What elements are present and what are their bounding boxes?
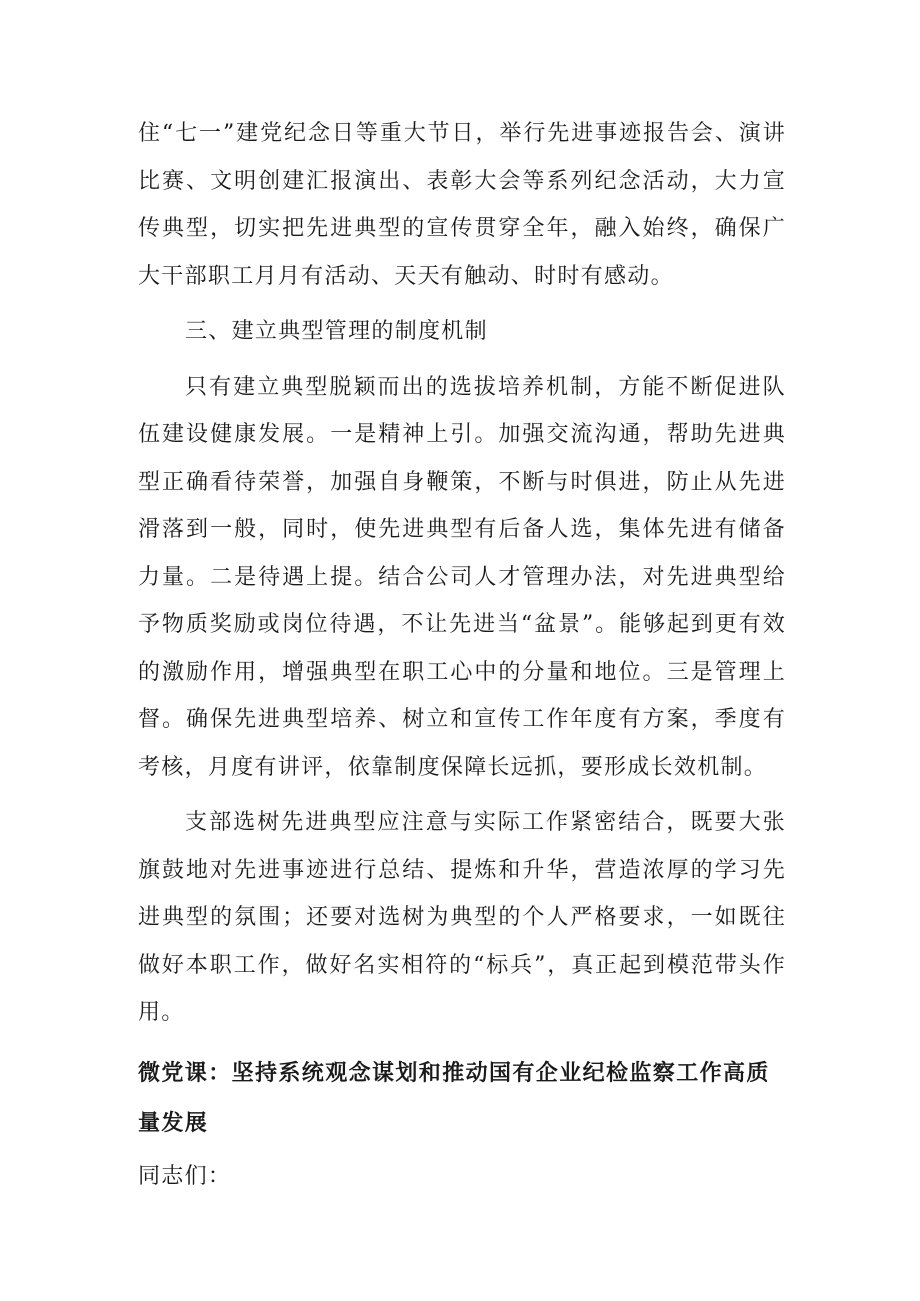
body-paragraph: 住“七一”建党纪念日等重大节日，举行先进事迹报告会、演讲比赛、文明创建汇报演出、表彰大会等系列纪念活动，大力宣传典型，切实把先进典型的宣传贯穿全年，融入始终，确保广大干部职工月月有活动、天天有触动、时时有感动。 <box>138 121 786 289</box>
section-heading: 三、建立典型管理的制度机制 <box>185 319 488 344</box>
body-paragraph: 只有建立典型脱颖而出的选拔培养机制，方能不断促进队伍建设健康发展。一是精神上引。加强交流沟通，帮助先进典型正确看待荣誉，加强自身鞭策，不断与时俱进，防止从先进滑落到一般，同时，使先进典型有后备人选，集体先进有储备力量。二是待遇上提。结合公司人才管理办法，对先进典型给予物质奖励或岗位待遇，不让先进当“盆景”。能够起到更有效的激励作用，增强典型在职工心中的分量和地位。三是管理上督。确保先进典型培养、树立和宣传工作年度有方案，季度有考核，月度有讲评，依靠制度保障长远抓，要形成长效机制。 <box>138 374 786 780</box>
salutation: 同志们： <box>138 1163 232 1189</box>
body-paragraph: 支部选树先进典型应注意与实际工作紧密结合，既要大张旗鼓地对先进事迹进行总结、提炼和升华，营造浓厚的学习先进典型的氛围；还要对选树为典型的个人严格要求，一如既往做好本职工作，做好名实相符的“标兵”，真正起到模范带头作用。 <box>138 810 786 1025</box>
article-title: 微党课：坚持系统观念谋划和推动国有企业纪检监察工作高质量发展 <box>138 1060 770 1136</box>
